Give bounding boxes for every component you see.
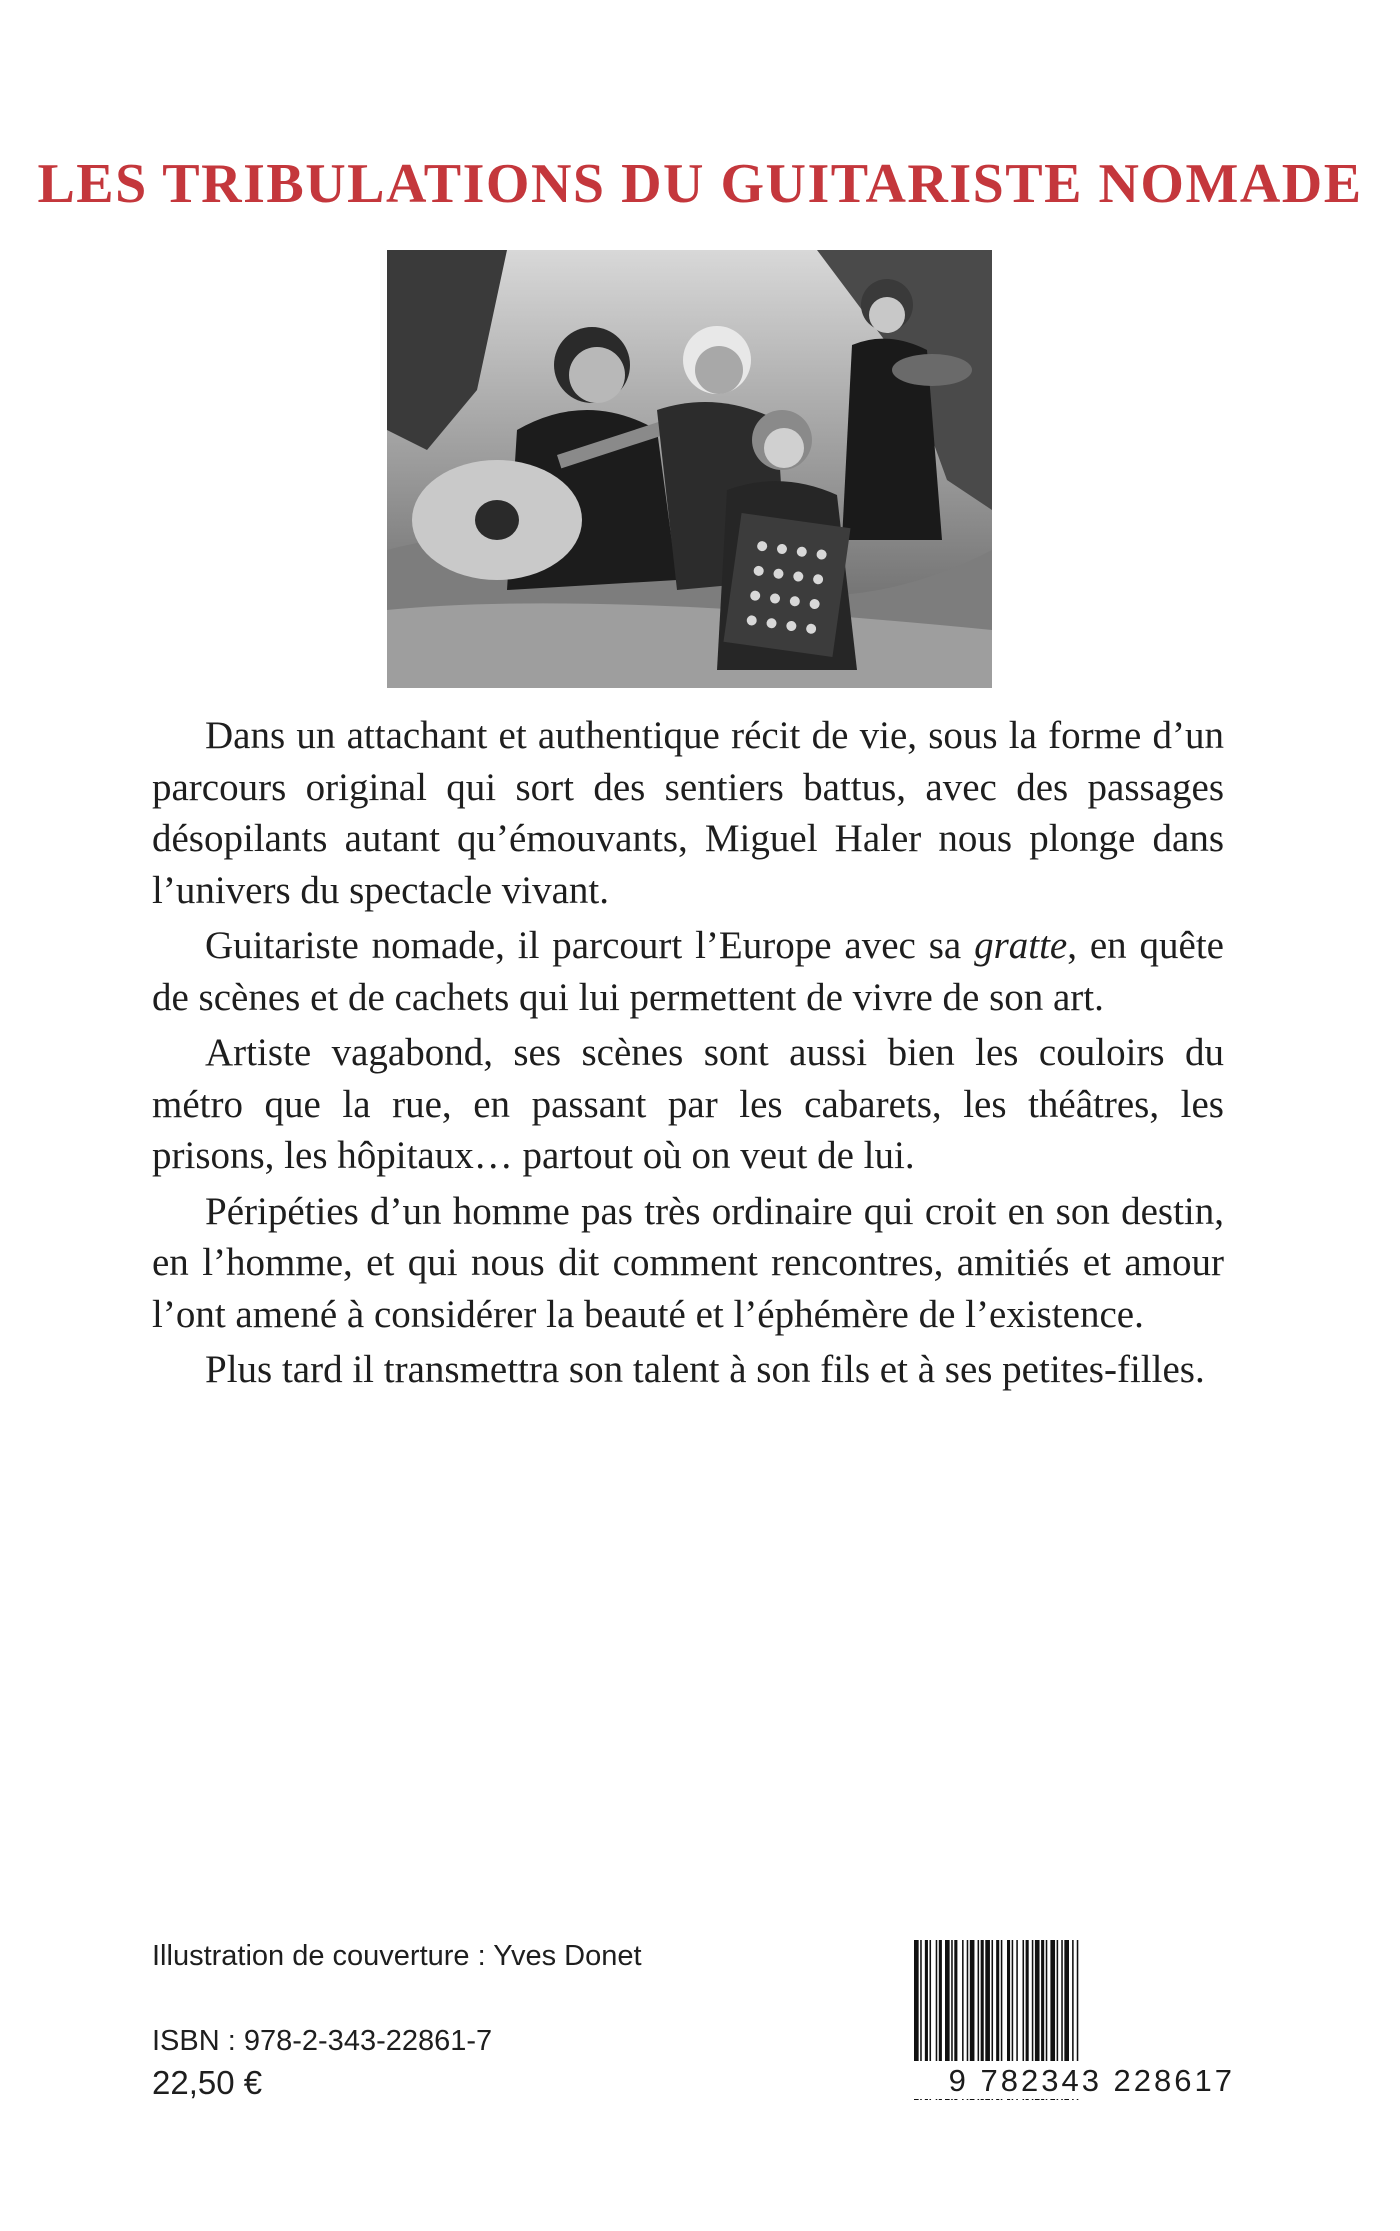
isbn-number: ISBN : 978-2-343-22861-7 xyxy=(152,2025,493,2057)
blurb-paragraph-2-emphasis: gratte xyxy=(974,924,1068,967)
blurb-paragraph-4: Péripéties d’un homme pas très ordinaire qui croit en son destin, en l’homme, et qui nous dit comment rencontres, amitiés et amour l’ont amené à considérer la beauté et l’éphémère de l’existence. xyxy=(152,1189,1224,1336)
musicians-photo-illustration xyxy=(387,250,992,688)
cover-photo xyxy=(387,250,992,688)
footer-info xyxy=(152,1940,642,2102)
blurb-paragraph-1: Dans un attachant et authentique récit de vie, sous la forme d’un parcours original qui sort des sentiers battus, avec des passages désopilants autant qu’émouvants, Miguel Haler nous plonge dans l’univers du spectacle vivant. xyxy=(152,714,1224,912)
blurb-paragraph-3: Artiste vagabond, ses scènes sont aussi bien les couloirs du métro que la rue, en passant par les cabarets, les théâtres, les prisons, les hôpitaux… partout où on veut de lui. xyxy=(152,1031,1224,1177)
barcode-digits: 9 782343 228617 xyxy=(900,2061,1235,2099)
illustration-credit: Illustration de couverture : Yves Donet xyxy=(152,1940,642,1972)
blurb-paragraph-2-start: Guitariste nomade, il parcourt l’Europe avec sa xyxy=(205,924,975,967)
blurb-paragraph-2 xyxy=(152,920,1224,1023)
price-label: 22,50 € xyxy=(152,2064,263,2101)
book-title: LES TRIBULATIONS DU GUITARISTE NOMADE xyxy=(37,153,1363,215)
blurb-paragraph-5: Plus tard il transmettra son talent à son fils et à ses petites-filles. xyxy=(205,1348,1205,1391)
blurb-paragraph-2-end: , en quête de scènes et de cachets qui lui permettent de vivre de son art. xyxy=(152,924,1224,1019)
back-cover-blurb xyxy=(152,710,1224,1400)
